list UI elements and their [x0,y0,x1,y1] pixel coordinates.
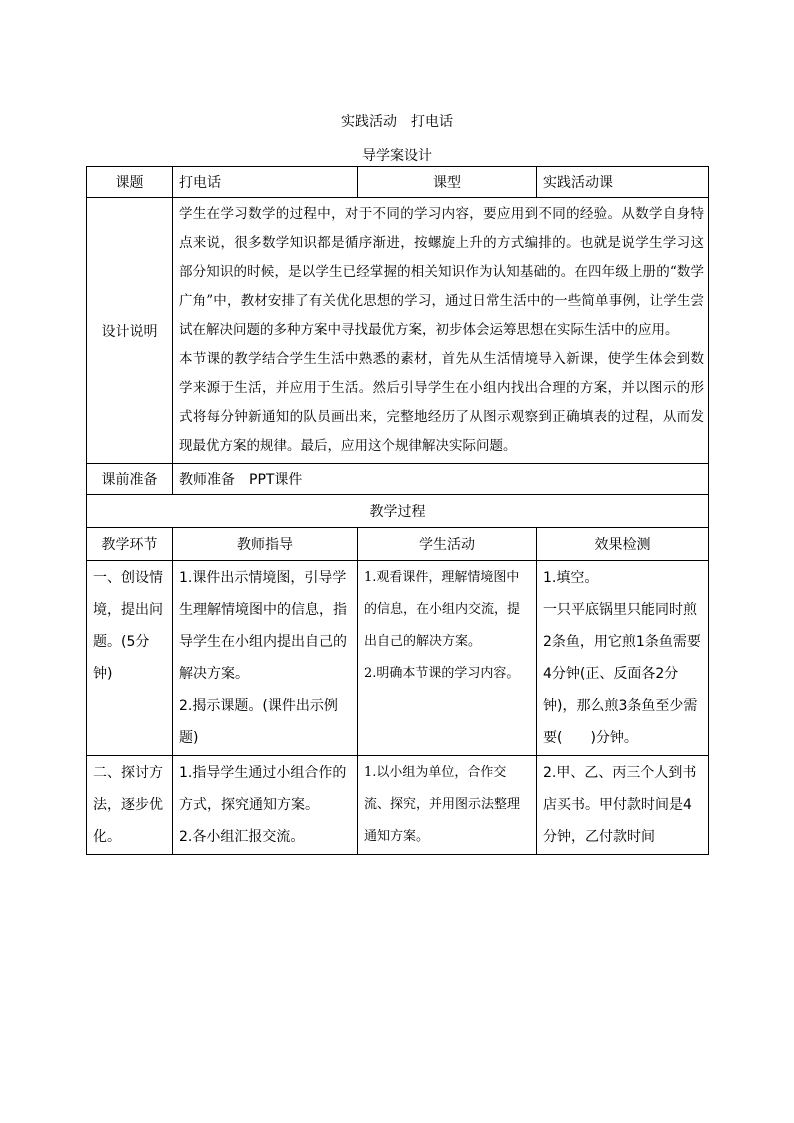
design-paragraph-1: 学生在学习数学的过程中，对于不同的学习内容，要应用到不同的经验。从数学自身特点来说，很多数学知识都是循序渐进，按螺旋上升的方式编排的。也就是说学生学习这部分知识的时候，是以学生已经掌握的相关知识作为认知基础的。在四年级上册的“数学广角”中，教材安排了有关优化思想的学习，通过日常生活中的一些简单事例，让学生尝试在解决问题的多种方案中寻找最优方案，初步体会运筹思想在实际生活中的应用。 [179,206,704,338]
student-cell [358,756,537,855]
student-item: 1.以小组为单位，合作交流、探究，并用图示法整理通知方案。 [364,765,521,844]
student-cell [358,561,537,756]
column-header: 效果检测 [537,528,709,561]
stage-cell: 二、探讨方法，逐步优化。 [87,756,173,855]
topic-label: 课题 [87,167,173,198]
document-subtitle: 导学案设计 [362,148,432,164]
check-item: 2.甲、乙、丙三个人到书店买书。甲付款时间是4分钟，乙付款时间 [543,765,697,845]
lesson-plan-table [86,166,709,855]
teacher-item: 1.指导学生通过小组合作的方式，探究通知方案。 [179,765,347,813]
check-cell [537,561,709,756]
prep-value: 教师准备 PPT课件 [173,464,709,495]
design-row [87,198,709,464]
design-paragraph-2: 本节课的教学结合学生生活中熟悉的素材，首先从生活情境导入新课，使学生体会到数学来源于生活，并应用于生活。然后引导学生在小组内找出合理的方案，并以图示的形式将每分钟新通知的队员画出来，完整地经历了从图示观察到正确填表的过程，从而发现最优方案的规律。最后，应用这个规律解决实际问题。 [179,351,704,454]
prep-label: 课前准备 [87,464,173,495]
teacher-item: 2.各小组汇报交流。 [179,829,305,845]
document-title: 实践活动 打电话 [341,114,453,130]
type-label: 课型 [358,167,537,198]
type-value: 实践活动课 [537,167,709,198]
table-row [87,756,709,855]
student-item: 1.观看课件，理解情境图中的信息，在小组内交流，提出自己的解决方案。 [364,570,521,649]
table-row [87,561,709,756]
design-label: 设计说明 [87,198,173,464]
stage-cell: 一、创设情境，提出问题。(5分钟) [87,561,173,756]
design-description [173,198,709,464]
process-title-row [87,495,709,528]
header-row [87,167,709,198]
teacher-cell [173,756,358,855]
check-cell [537,756,709,855]
column-header: 教师指导 [173,528,358,561]
teacher-cell [173,561,358,756]
process-title: 教学过程 [87,495,709,528]
topic-value: 打电话 [173,167,358,198]
column-header-row [87,528,709,561]
student-item: 2.明确本节课的学习内容。 [364,666,520,681]
check-item: 一只平底锅里只能同时煎2条鱼，用它煎1条鱼需要4分钟(正、反面各2分钟)，那么煎3条鱼至少需要( )分钟。 [543,602,701,746]
teacher-item: 2.揭示课题。(课件出示例题) [179,698,338,746]
check-item: 1.填空。 [543,570,599,586]
column-header: 学生活动 [358,528,537,561]
column-header: 教学环节 [87,528,173,561]
prep-row [87,464,709,495]
teacher-item: 1.课件出示情境图，引导学生理解情境图中的信息，指导学生在小组内提出自己的解决方案。 [179,570,347,682]
